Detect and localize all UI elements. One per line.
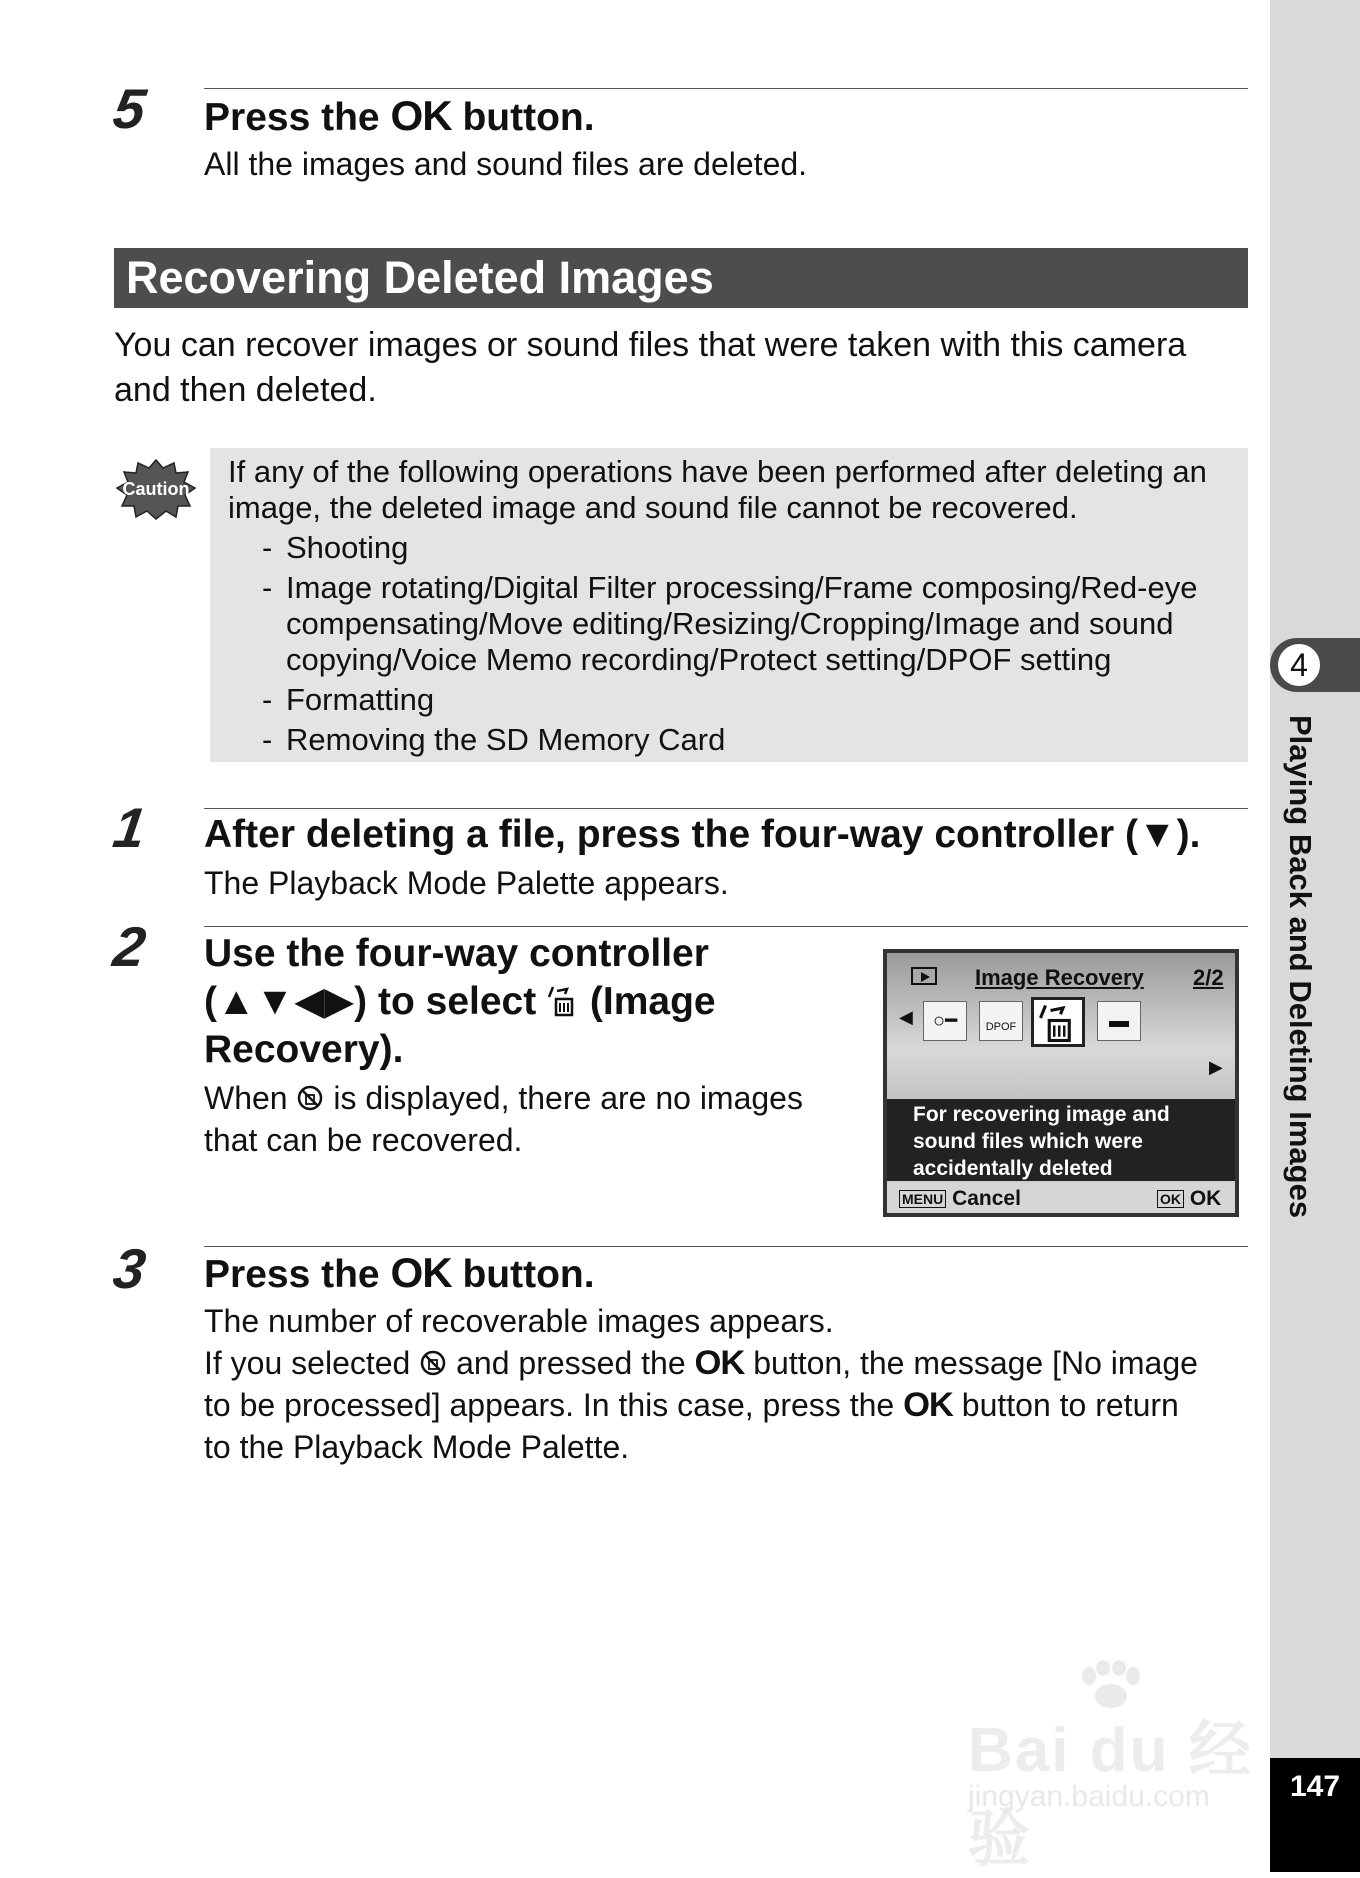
section-intro: You can recover images or sound files that were taken with this camera and then deleted. — [114, 326, 1187, 409]
step-divider — [204, 808, 1248, 809]
lcd-description: For recovering image and sound files which were accidentally deleted — [887, 1099, 1235, 1181]
cancel-label[interactable]: Cancel — [952, 1187, 1021, 1210]
protect-key-icon[interactable]: ○━ — [923, 1001, 967, 1041]
caution-box — [210, 448, 1248, 762]
step-2-title: Use the four-way controller (▲▼◀▶) to select (Image Recovery). — [204, 932, 716, 1071]
left-arrow-icon[interactable]: ◀ — [899, 1007, 913, 1027]
ok-button-icon: OK — [903, 1386, 953, 1424]
step-divider — [204, 1246, 1248, 1247]
ok-key-icon: OK — [1157, 1190, 1184, 1208]
step-3-title: Press the OK button. — [204, 1249, 595, 1296]
step-divider — [204, 926, 1248, 927]
list-item: - Image rotating/Digital Filter processing/Frame composing/Red-eye compensating/Move editing/Resizing/Cropping/Image and sound copying/Voice Memo recording/Protect setting/DPOF setting — [262, 570, 1198, 677]
list-item: - Shooting — [262, 530, 409, 565]
caution-text: If any of the following operations have been performed after deleting an — [228, 454, 1207, 489]
step-3-body: The number of recoverable images appears. If you selected and pressed the OK button, the message [No image to be processed] appears. In this case, press the OK button to return to the Playback Mode Palette. — [204, 1303, 1198, 1465]
watermark — [960, 1660, 1280, 1874]
lcd-page-indicator: 2/2 — [1193, 965, 1224, 990]
start-screen-icon[interactable]: ▬ — [1097, 1001, 1141, 1041]
step-number-1: 1 — [109, 796, 150, 859]
step-1-title: After deleting a file, press the four-way controller (▼). — [204, 813, 1201, 856]
step-5-body: All the images and sound files are deleted. — [204, 146, 808, 182]
caution-text: image, the deleted image and sound file cannot be recovered. — [228, 490, 1078, 525]
step-5-title: Press the OK button. — [204, 92, 595, 139]
menu-key-icon: MENU — [899, 1190, 946, 1208]
chapter-title: Playing Back and Deleting Images — [1283, 715, 1318, 1219]
watermark-url: jingyan.baidu.com — [968, 1780, 1210, 1813]
step-1-body: The Playback Mode Palette appears. — [204, 865, 729, 901]
list-item: - Removing the SD Memory Card — [262, 722, 726, 757]
step-2-body: When is displayed, there are no images that can be recovered. — [204, 1080, 803, 1158]
list-item: - Formatting — [262, 682, 435, 717]
caution-icon — [116, 458, 196, 520]
image-recovery-icon[interactable] — [1031, 997, 1085, 1047]
watermark-brand: Bai du 经验 — [968, 1716, 1253, 1874]
ok-button-icon: OK — [390, 92, 452, 139]
svg-text:Caution: Caution — [122, 479, 190, 499]
lcd-title: Image Recovery — [975, 965, 1144, 990]
step-number-2: 2 — [109, 915, 150, 978]
image-recovery-icon — [547, 985, 579, 1017]
no-recovery-icon — [296, 1084, 324, 1112]
ok-label[interactable]: OK — [1189, 1187, 1222, 1210]
lcd-header — [887, 963, 1235, 993]
ok-button-icon: OK — [694, 1344, 745, 1382]
step-number-5: 5 — [109, 77, 150, 140]
camera-lcd-screen — [883, 949, 1239, 1217]
right-arrow-icon[interactable]: ▶ — [1209, 1057, 1223, 1077]
section-heading: Recovering Deleted Images — [114, 248, 1248, 308]
step-divider — [204, 88, 1248, 89]
playback-icon — [911, 967, 937, 985]
dpof-icon[interactable]: DPOF — [979, 1001, 1023, 1041]
page-number: 147 — [1289, 1770, 1341, 1803]
chapter-number: 4 — [1276, 642, 1322, 688]
step-number-3: 3 — [109, 1237, 150, 1300]
ok-button-icon: OK — [390, 1249, 452, 1296]
lcd-footer — [887, 1183, 1235, 1213]
no-recovery-icon — [419, 1349, 447, 1377]
